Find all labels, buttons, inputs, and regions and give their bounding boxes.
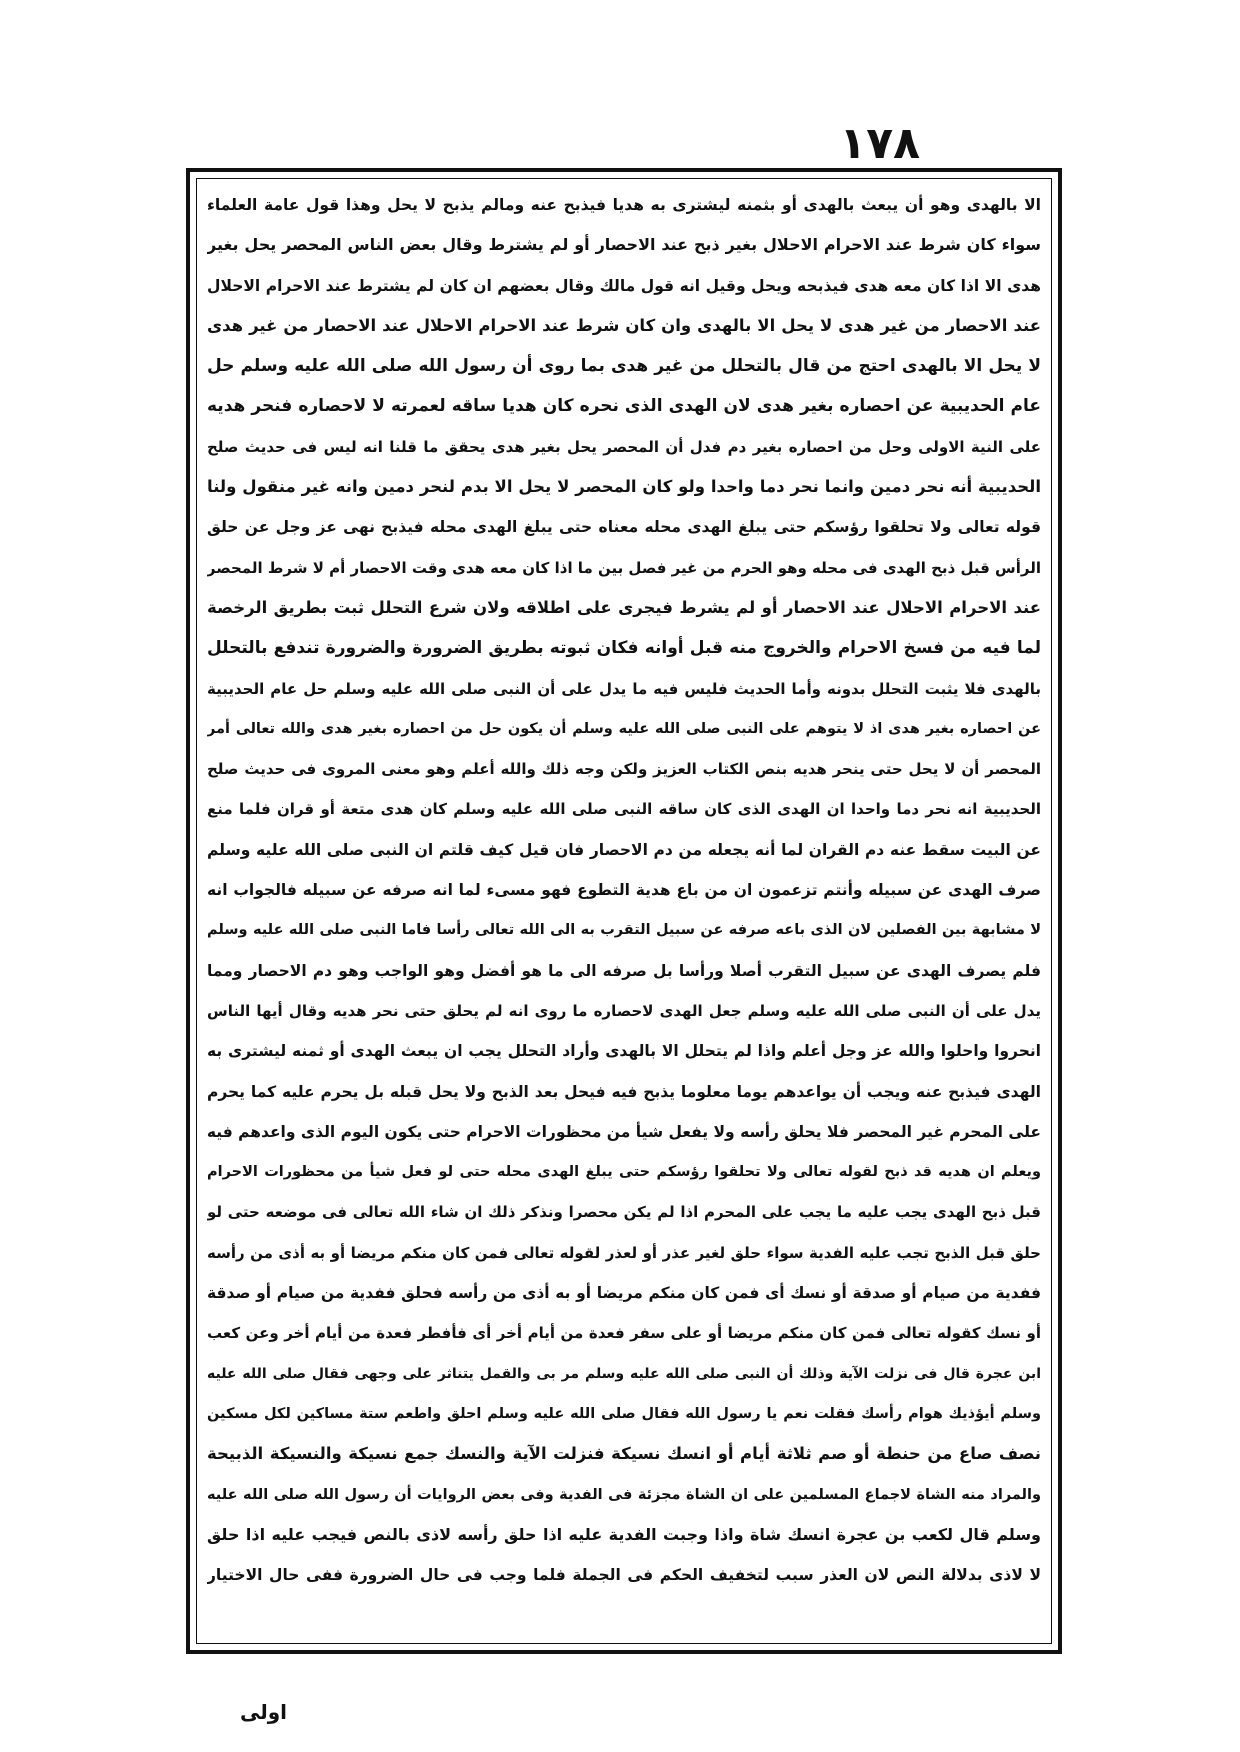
text-line: لما فيه من فسخ الاحرام والخروج منه قبل أوانه فكان ثبوته بطريق الضرورة والضرورة تندفع بالتحلل [207, 638, 1041, 659]
text-line: الهدى فيذبح عنه ويجب أن يواعدهم يوما معلوما يذبح فيه فيحل بعد الذبح ولا يحل قبله بل يحرم عليه كما يحرم [207, 1082, 1041, 1101]
text-line: انحروا واحلوا والله عز وجل أعلم واذا لم يتحلل الا بالهدى وأراد التحلل يجب ان يبعث الهدى أو ثمنه ليشترى به [207, 1042, 1041, 1061]
page-number: ١٧٨ [839, 118, 920, 169]
text-frame [196, 178, 1052, 1644]
text-line: عند الاحصار من غير هدى لا يحل الا بالهدى وان كان شرط عند الاحرام الاحلال عند الاحصار من غير هدى [207, 315, 1041, 335]
text-line: الرأس قبل ذبح الهدى فى محله وهو الحرم من غير فصل بين ما اذا كان معه هدى وقت الاحصار أم لا شرط المحصر [207, 558, 1041, 577]
text-line: بالهدى فلا يثبت التحلل بدونه وأما الحديث فليس فيه ما يدل على أن النبى صلى الله عليه وسلم حل عام الحديبية [207, 679, 1041, 698]
main-text [207, 185, 1041, 1595]
text-line: نصف صاع من حنطة أو صم ثلاثة أيام أو انسك نسيكة فنزلت الآية والنسك جمع نسيكة والنسيكة الذبيحة [207, 1444, 1041, 1464]
text-line: لا مشابهة بين الفصلين لان الذى باعه صرفه عن سبيل التقرب به الى الله تعالى رأسا فاما النبى صلى الله عليه وسلم [207, 922, 1041, 939]
text-line: عند الاحرام الاحلال عند الاحصار أو لم يشرط فيجرى على اطلاقه ولان شرع التحلل ثبت بطريق الرخصة [207, 597, 1041, 617]
text-line: على النية الاولى وحل من احصاره بغير دم فدل أن المحصر يحل بغير هدى يحقق ما قلنا انه ليس فى حديث صلح [207, 437, 1041, 456]
text-line: عن البيت سقط عنه دم القران لما أنه يجعله من دم الاحصار فان قيل كيف قلتم ان النبى صلى الله عليه وسلم [207, 840, 1041, 859]
text-line: الحديبية انه نحر دما واحدا ان الهدى الذى كان ساقه النبى صلى الله عليه وسلم كان هدى متعة أو قران فلما منع [207, 800, 1041, 819]
text-line: وسلم قال لكعب بن عجرة انسك شاة واذا وجبت الفدية عليه اذا حلق رأسه لاذى بالنص فيجب عليه اذا حلق [207, 1524, 1041, 1544]
text-line: قوله تعالى ولا تحلقوا رؤسكم حتى يبلغ الهدى محله معناه حتى يبلغ الهدى محله فيذبح نهى عز وجل عن حلق [207, 518, 1041, 537]
text-line: ابن عجرة قال فى نزلت الآية وذلك أن النبى صلى الله عليه وسلم مر بى والقمل يتناثر على وجهى فقال صلى الله عليه [207, 1365, 1041, 1382]
text-line: المحصر أن لا يحل حتى ينحر هديه بنص الكتاب العزيز ولكن وجه ذلك والله أعلم وهو معنى المروى فى حديث صلح [207, 760, 1041, 779]
text-line: فلم يصرف الهدى عن سبيل التقرب أصلا ورأسا بل صرفه الى ما هو أفضل وهو الواجب وهو دم الاحصار ومما [207, 961, 1041, 980]
text-line: يدل على أن النبى صلى الله عليه وسلم جعل الهدى لاحصاره ما روى انه لم يحلق حتى نحر هديه وقال أيها الناس [207, 1001, 1041, 1020]
text-line: عام الحديبية عن احصاره بغير هدى لان الهدى الذى نحره كان هديا ساقه لعمرته لا لاحصاره فنحر هديه [207, 396, 1041, 417]
text-line: هدى الا اذا كان معه هدى فيذبحه ويحل وقيل انه قول مالك وقال بعضهم ان كان لم يشترط عند الاحرام الاحلال [207, 276, 1041, 295]
text-line: حلق قبل الذبح تجب عليه الفدية سواء حلق لغير عذر أو لعذر لقوله تعالى فمن كان منكم مريضا أو به أذى من رأسه [207, 1243, 1041, 1262]
text-line: ويعلم ان هديه قد ذبح لقوله تعالى ولا تحلقوا رؤسكم حتى يبلغ الهدى محله حتى لو فعل شيأ من محظورات الاحرام [207, 1164, 1041, 1181]
text-line: قبل ذبح الهدى يجب عليه ما يجب على المحرم اذا لم يكن محصرا ونذكر ذلك ان شاء الله تعالى فى موضعه حتى لو [207, 1203, 1041, 1222]
text-line: صرف الهدى عن سبيله وأنتم تزعمون ان من باع هدية التطوع فهو مسىء لما انه صرفه عن سبيله فالجواب انه [207, 881, 1041, 900]
text-line: عن احصاره بغير هدى اذ لا يتوهم على النبى صلى الله عليه وسلم أن يكون حل من احصاره بغير هدى والله تعالى أمر [207, 720, 1041, 737]
text-line: الا بالهدى وهو أن يبعث بالهدى أو بثمنه ليشترى به هديا فيذبح عنه ومالم يذبح لا يحل وهذا قول عامة العلماء [207, 196, 1041, 214]
text-line: سواء كان شرط عند الاحرام الاحلال بغير ذبح عند الاحصار أو لم يشترط وقال بعض الناس المحصر يحل بغير [207, 235, 1041, 255]
catchword: اولى [240, 1700, 288, 1724]
text-line: أو نسك كقوله تعالى فمن كان منكم مريضا أو على سفر فعدة من أيام أخر أى فأفطر فعدة من أيام أخر وعن كعب [207, 1324, 1041, 1343]
text-line: على المحرم غير المحصر فلا يحلق رأسه ولا يفعل شيأ من محظورات الاحرام حتى يكون اليوم الذى واعدهم فيه [207, 1122, 1041, 1141]
text-line: الحديبية أنه نحر دمين وانما نحر دما واحدا ولو كان المحصر لا يحل الا بدم لنحر دمين وانه غير منقول ولنا [207, 477, 1041, 497]
text-line: لا يحل الا بالهدى احتج من قال بالتحلل من غير هدى بما روى أن رسول الله صلى الله عليه وسلم حل [207, 356, 1041, 377]
text-line: وسلم أيؤذيك هوام رأسك فقلت نعم يا رسول الله فقال صلى الله عليه وسلم احلق واطعم ستة مساكين لكل مسكين [207, 1405, 1041, 1422]
text-line: والمراد منه الشاة لاجماع المسلمين على ان الشاة مجزئة فى الفدية وفى بعض الروايات أن رسول الله صلى الله عليه [207, 1486, 1041, 1503]
text-line: لا لاذى بدلالة النص لان العذر سبب لتخفيف الحكم فى الجملة فلما وجب فى حال الضرورة ففى حال الاختيار [207, 1566, 1041, 1585]
text-line: ففدية من صيام أو صدقة أو نسك أى فمن كان منكم مريضا أو به أذى من رأسه فحلق ففدية من صيام أو صدقة [207, 1284, 1041, 1303]
